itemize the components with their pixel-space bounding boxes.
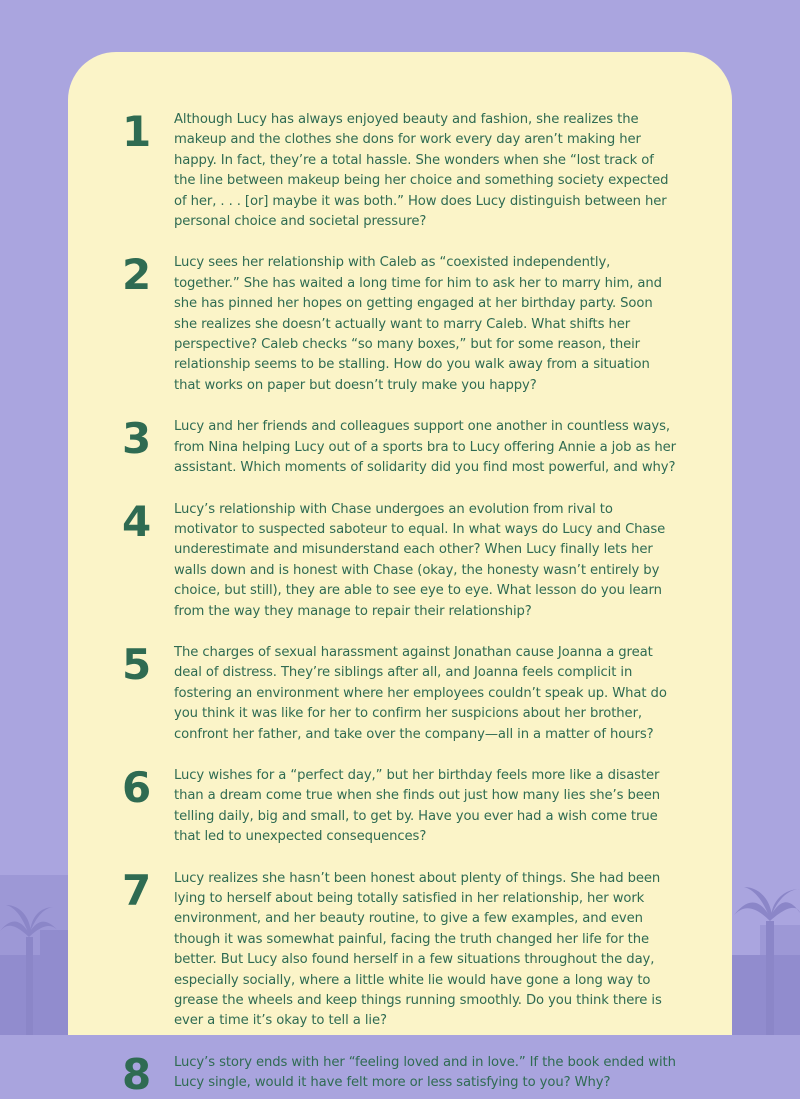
questions-card [68,52,732,1099]
question-number: 7 [122,865,151,915]
question-text: The charges of sexual harassment against Jonathan cause Joanna a great deal of distress. They’re siblings after all, and Joanna feels complicit in fostering an environment where her employees couldn’t speak up. What do you think it was like for her to confirm her suspicions about her brother, confront her father, and take over the company—all in a matter of hours? [174,644,667,742]
list-item [122,250,678,396]
question-text: Lucy’s story ends with her “feeling loved and in love.” If the book ended with Lucy single, would it have felt more or less satisfying to you? Why? [174,1054,676,1091]
question-number: 6 [122,762,151,812]
question-number: 8 [122,1049,151,1099]
question-number: 5 [122,639,151,689]
question-number: 2 [122,250,151,300]
questions-list [122,107,678,1099]
question-text: Lucy realizes she hasn’t been honest about plenty of things. She had been lying to herself about being totally satisfied in her relationship, her work environment, and her beauty routine, to give a few examples, and even though it was somewhat painful, facing the truth changed her life for the better. But Lucy also found herself in a few situations throughout the day, especially socially, where a little white lie would have gone a long way to grease the wheels and keep things running smoothly. Do you think there is ever a time it’s okay to tell a lie? [174,870,662,1029]
list-item [122,865,678,1032]
list-item [122,1049,678,1099]
list-item [122,414,678,478]
question-text: Lucy wishes for a “perfect day,” but her birthday feels more like a disaster than a dream come true when she finds out just how many lies she’s been telling daily, big and small, to get by. Have you ever had a wish come true that led to unexpected consequences? [174,767,661,845]
list-item [122,107,678,232]
list-item [122,496,678,622]
question-text: Lucy’s relationship with Chase undergoes an evolution from rival to motivator to suspected saboteur to equal. In what ways do Lucy and Chase underestimate and misunderstand each other? When Lucy finally lets her walls down and is honest with Chase (okay, the honesty wasn’t entirely by choice, but still), they are able to see eye to eye. What lesson do you learn from the way they manage to repair their relationship? [174,501,666,619]
question-number: 4 [122,496,151,546]
question-text: Although Lucy has always enjoyed beauty and fashion, she realizes the makeup and the clothes she dons for work every day aren’t making her happy. In fact, they’re a total hassle. She wonders when she “lost track of the line between makeup being her choice and something society expected of her, . . . [or] maybe it was both.” How does Lucy distinguish between her personal choice and societal pressure? [174,112,669,230]
question-number: 1 [122,107,151,156]
list-item [122,639,678,745]
question-text: Lucy sees her relationship with Caleb as “coexisted independently, together.” She has waited a long time for him to ask her to marry him, and she has pinned her hopes on getting engaged at her birthday party. Soon she realizes she doesn’t actually want to marry Caleb. What shifts her perspective? Caleb checks “so many boxes,” but for some reason, their relationship seems to be stalling. How do you walk away from a situation that works on paper but doesn’t truly make you happy? [174,255,662,393]
question-text: Lucy and her friends and colleagues support one another in countless ways, from Nina helping Lucy out of a sports bra to Lucy offering Annie a job as her assistant. Which moments of solidarity did you find most powerful, and why? [174,419,676,476]
question-number: 3 [122,414,151,464]
list-item [122,762,678,848]
